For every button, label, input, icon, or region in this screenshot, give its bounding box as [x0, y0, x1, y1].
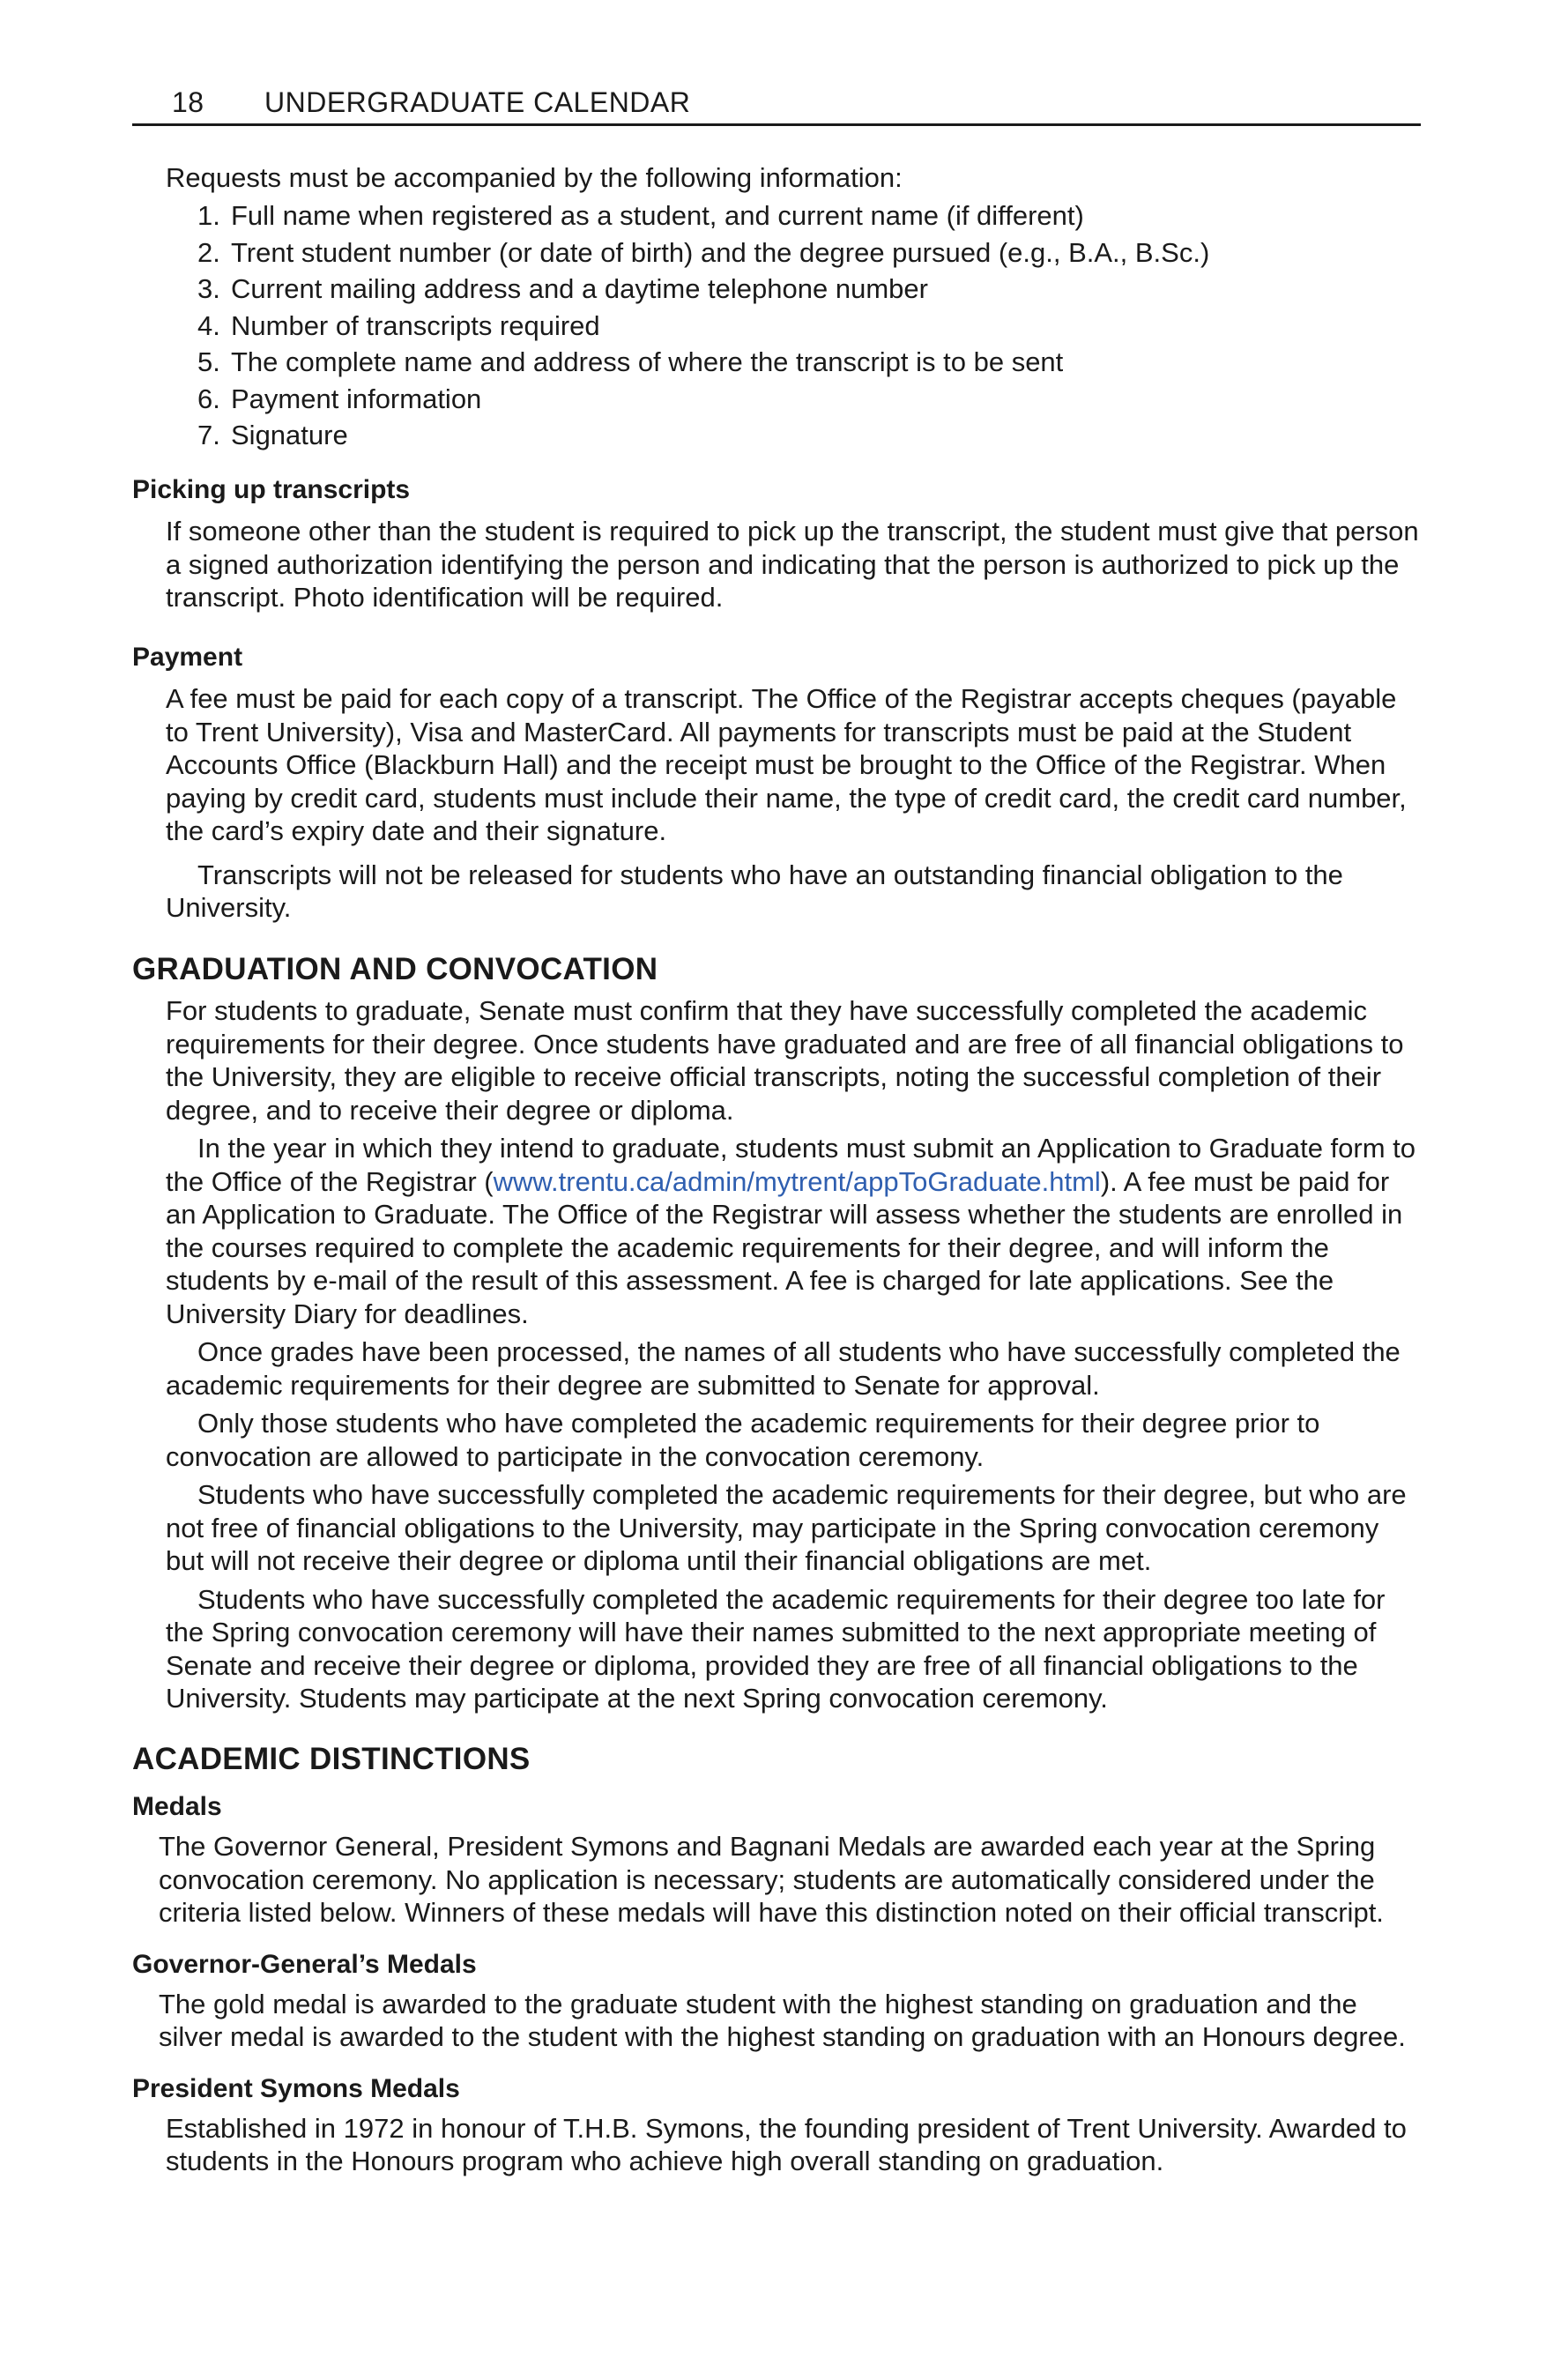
payment-paragraph-2: Transcripts will not be released for students who have an outstanding financial obligation to the University.: [166, 859, 1343, 923]
list-text: Number of transcripts required: [231, 309, 600, 341]
medals-body: The Governor General, President Symons and Bagnani Medals are awarded each year at the Spring convocation ceremony. No application is necessary; students are automatically considered under the criteria listed below. Winners of these medals will have this distinction noted on their official transcript.: [159, 1831, 1384, 1928]
graduation-paragraph-2: [132, 1132, 1421, 1330]
list-number: 1.: [197, 200, 220, 231]
list-text: The complete name and address of where the transcript is to be sent: [231, 346, 1064, 377]
medals-heading: Medals: [132, 1792, 222, 1821]
list-item: [132, 308, 1421, 345]
list-number: 2.: [197, 236, 220, 268]
list-item: [132, 197, 1421, 234]
graduation-paragraph-6: Students who have successfully completed the academic requirements for their degree too late for the Spring convocation ceremony will have their names submitted to the next appropriate meeting of Senate and receive their degree or diploma, provided they are free of all financial obligations to the University. Students may participate at the next Spring convocation ceremony.: [166, 1583, 1386, 1714]
list-item: [132, 271, 1421, 308]
picking-up-body: If someone other than the student is required to pick up the transcript, the student must give that person a signed authorization identifying the person and indicating that the person is authorized to pick up the transcript. Photo identification will be required.: [166, 516, 1419, 613]
symons-medals-body: Established in 1972 in honour of T.H.B. Symons, the founding president of Trent University. Awarded to students in the Honours program who achieve high overall standing on graduation.: [166, 2112, 1407, 2176]
requests-section: [132, 159, 1421, 454]
page-header: [132, 83, 1421, 126]
list-number: 3.: [197, 273, 220, 304]
governor-medals-body: The gold medal is awarded to the graduate student with the highest standing on graduation and the silver medal is awarded to the student with the highest standing on graduation with an Honours degree.: [159, 1988, 1406, 2052]
governor-medals-heading: Governor-General’s Medals: [132, 1949, 477, 1979]
distinctions-heading: ACADEMIC DISTINCTIONS: [132, 1742, 531, 1776]
list-text: Trent student number (or date of birth) and the degree pursued (e.g., B.A., B.Sc.): [231, 236, 1210, 268]
list-item: [132, 381, 1421, 418]
graduation-paragraph-1: For students to graduate, Senate must confirm that they have successfully completed the academic requirements for their degree. Once students have graduated and are free of all financial obligations to the University, they are eligible to receive official transcripts, noting the successful completion of their degree, and to receive their degree or diploma.: [166, 995, 1404, 1126]
graduation-paragraph-3: Once grades have been processed, the names of all students who have successfully completed the academic requirements for their degree are submitted to Senate for approval.: [166, 1336, 1401, 1401]
picking-up-section: [132, 472, 1421, 614]
list-number: 5.: [197, 346, 220, 377]
distinctions-section: [132, 1740, 1421, 2178]
picking-up-heading: Picking up transcripts: [132, 475, 411, 504]
list-item: [132, 234, 1421, 271]
apply-to-graduate-link[interactable]: www.trentu.ca/admin/mytrent/appToGraduate.html: [493, 1165, 1101, 1197]
symons-medals-heading: President Symons Medals: [132, 2073, 460, 2103]
payment-heading: Payment: [132, 643, 243, 672]
graduation-p2-text: In the year in which they intend to graduate, students must submit an Application to Graduate form to the Office of the Registrar (: [166, 1133, 1416, 1197]
list-item: [132, 417, 1421, 454]
list-text: Signature: [231, 420, 348, 450]
graduation-p2-text-after: ). A fee must be paid for an Application to Graduate. The Office of the Registrar will assess whether the students are enrolled in the courses required to complete the academic requirements for their degree, and will inform the students by e-mail of the result of this assessment. A fee is charged for late applications. See the University Diary for deadlines.: [166, 1165, 1403, 1329]
requests-list: [132, 197, 1421, 454]
list-text: Payment information: [231, 383, 482, 414]
graduation-paragraph-4: Only those students who have completed the academic requirements for their degree prior to convocation are allowed to participate in the convocation ceremony.: [166, 1408, 1320, 1472]
list-item: [132, 344, 1421, 381]
list-text: Full name when registered as a student, and current name (if different): [231, 200, 1084, 231]
graduation-paragraph-5: Students who have successfully completed the academic requirements for their degree, but who are not free of financial obligations to the University, may participate in the Spring convocation ceremony but will not receive their degree or diploma until their financial obligations are met.: [166, 1479, 1407, 1576]
page-number: 18: [172, 86, 204, 118]
payment-paragraph-1: A fee must be paid for each copy of a transcript. The Office of the Registrar accepts cheques (payable to Trent University), Visa and MasterCard. All payments for transcripts must be paid at the Student Accounts Office (Blackburn Hall) and the receipt must be brought to the Office of the Registrar. When paying by credit card, students must include their name, the type of credit card, the credit card number, the card’s expiry date and their signature.: [166, 683, 1407, 846]
requests-intro: Requests must be accompanied by the following information:: [166, 162, 903, 193]
list-number: 7.: [197, 420, 220, 450]
payment-section: [132, 640, 1421, 925]
graduation-section: [132, 950, 1421, 1715]
list-number: 6.: [197, 383, 220, 414]
graduation-heading: GRADUATION AND CONVOCATION: [132, 952, 658, 986]
running-title: UNDERGRADUATE CALENDAR: [264, 86, 691, 118]
list-text: Current mailing address and a daytime telephone number: [231, 273, 928, 304]
list-number: 4.: [197, 309, 220, 341]
